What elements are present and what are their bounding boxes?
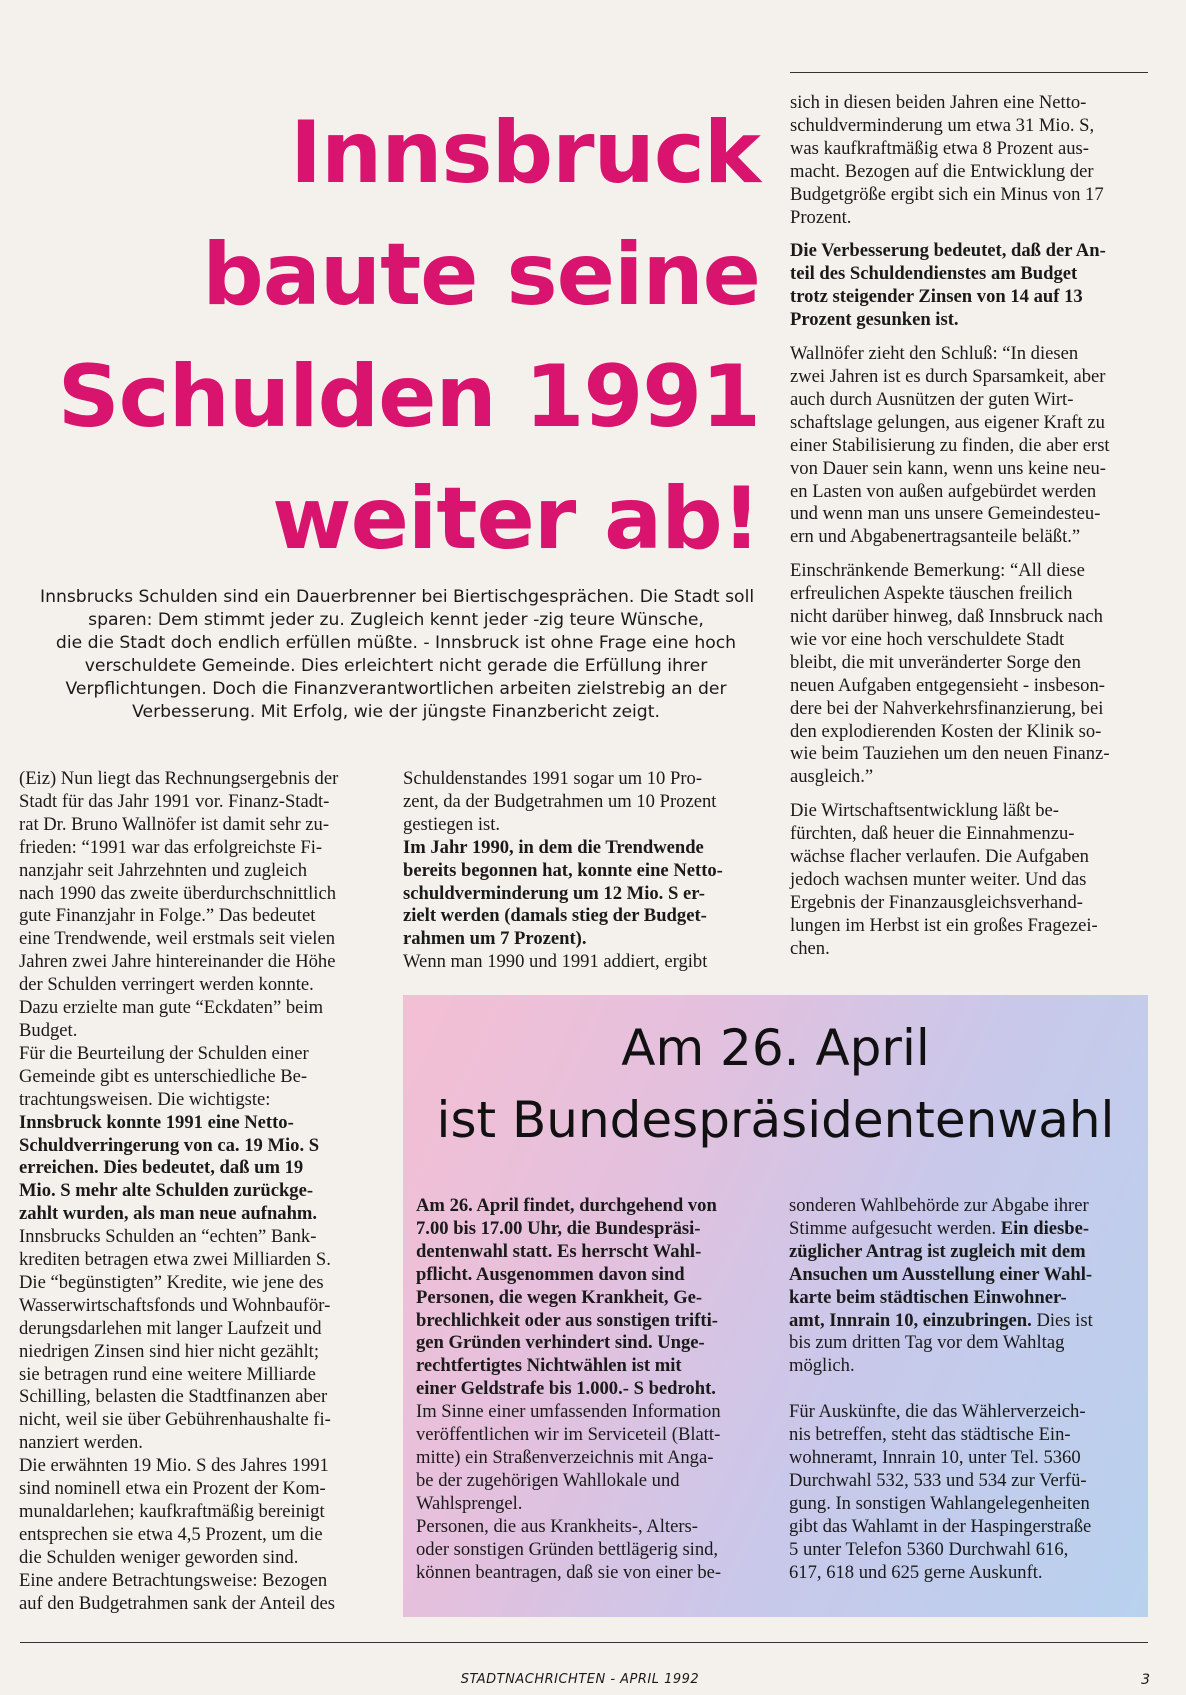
election-box-title xyxy=(403,1012,1148,1156)
text-line: lungen im Herbst ist ein großes Fragezei- xyxy=(790,914,1098,936)
text-line: Im Sinne einer umfassenden Information xyxy=(416,1401,721,1423)
text-line: schuldverminderung um 12 Mio. S er- xyxy=(403,882,705,904)
text-line: macht. Bezogen auf die Entwicklung der xyxy=(790,160,1094,182)
lead-paragraph xyxy=(40,586,755,724)
text-line: erreichen. Dies bedeutet, daß um 19 xyxy=(19,1157,304,1179)
bold-run: amt, Innrain 10, einzubringen. xyxy=(789,1309,1032,1331)
text-line: sie betragen rund eine weitere Milliarde xyxy=(19,1363,316,1385)
bold-paragraph xyxy=(403,837,763,952)
text-line: Budgetgröße ergibt sich ein Minus von 17 xyxy=(790,183,1104,205)
text-line: Die erwähnten 19 Mio. S des Jahres 1991 xyxy=(19,1455,329,1477)
paragraph xyxy=(19,1043,379,1112)
paragraph xyxy=(403,951,763,974)
text-line: nicht, weil sie über Gebührenhaushalte fi- xyxy=(19,1409,331,1431)
text-line: karte beim städtischen Einwohner- xyxy=(789,1286,1067,1308)
headline-line: baute seine xyxy=(202,225,760,325)
text-line: brechlichkeit oder aus sonstigen trifti- xyxy=(416,1309,718,1331)
lead-line: die die Stadt doch endlich erfüllen müßte. - Innsbruck ist ohne Frage eine hoch xyxy=(55,633,737,653)
text-line: erfreulichen Aspekte täuschen freilich xyxy=(790,583,1073,605)
text-line: zahlt wurden, als man neue aufnahm. xyxy=(19,1203,318,1225)
bottom-rule xyxy=(20,1642,1148,1643)
text-line: bis zum dritten Tag vor dem Wahltag xyxy=(789,1332,1065,1354)
article-column-1 xyxy=(19,768,379,1616)
text-line: nis betreffen, steht das städtische Ein- xyxy=(789,1424,1071,1446)
text-line: Mio. S mehr alte Schulden zurückge- xyxy=(19,1180,314,1202)
election-box-column-right xyxy=(789,1195,1144,1585)
text-line: Jahren zwei Jahre hintereinander die Höhe xyxy=(19,951,336,973)
text-run: Stimme aufgesucht werden. xyxy=(789,1217,997,1239)
paragraph xyxy=(19,1455,379,1570)
box-title-line: Am 26. April xyxy=(621,1019,930,1077)
text-line: veröffentlichen wir im Serviceteil (Blatt- xyxy=(416,1424,721,1446)
text-line: sind nominell etwa ein Prozent der Kom- xyxy=(19,1478,326,1500)
paragraph-gap xyxy=(790,549,1150,560)
text-line: Gemeinde gibt es unterschiedliche Be- xyxy=(19,1065,308,1087)
text-line: Wasserwirtschaftsfonds und Wohnbauför- xyxy=(19,1294,331,1316)
text-line: ausgleich.” xyxy=(790,766,874,788)
election-box-column-left xyxy=(416,1195,776,1584)
text-line: frieden: “1991 war das erfolgreichste Fi- xyxy=(19,836,323,858)
text-line: gibt das Wahlamt in der Haspingerstraße xyxy=(789,1515,1092,1537)
paragraph xyxy=(789,1401,1144,1584)
text-line: Eine andere Betrachtungsweise: Bezogen xyxy=(19,1569,328,1591)
text-line: schaftslage gelungen, aus eigener Kraft zu xyxy=(790,411,1105,433)
text-line: Schuldverringerung von ca. 19 Mio. S xyxy=(19,1134,320,1156)
text-line: Einschränkende Bemerkung: “All diese xyxy=(790,560,1085,582)
paragraph xyxy=(789,1195,1144,1378)
paragraph xyxy=(19,1570,379,1616)
headline xyxy=(30,92,760,580)
text-line: chen. xyxy=(790,937,830,959)
text-line: fürchten, daß heuer die Einnahmenzu- xyxy=(790,823,1075,845)
text-line: nanziert werden. xyxy=(19,1432,143,1454)
text-line: 7.00 bis 17.00 Uhr, die Bundespräsi- xyxy=(416,1217,701,1239)
text-line: teil des Schuldendienstes am Budget xyxy=(790,263,1078,285)
text-line: auf den Budgetrahmen sank der Anteil des xyxy=(19,1592,336,1614)
paragraph-gap xyxy=(790,332,1150,343)
text-line: Personen, die aus Krankheits-, Alters- xyxy=(416,1515,698,1537)
text-line: Innsbruck konnte 1991 eine Netto- xyxy=(19,1111,294,1133)
text-line: jedoch wachsen munter weiter. Und das xyxy=(790,869,1087,890)
footer-publication: STADTNACHRICHTEN - APRIL 1992 xyxy=(460,1672,700,1687)
text-line: Durchwahl 532, 533 und 534 zur Verfü- xyxy=(789,1469,1087,1491)
text-line: nanzjahr seit Jahrzehnten und zugleich xyxy=(19,859,308,881)
text-line: können beantragen, daß sie von einer be- xyxy=(416,1561,722,1583)
text-line: zent, da der Budgetrahmen um 10 Prozent xyxy=(403,790,717,812)
text-line: wie vor eine hoch verschuldete Stadt xyxy=(790,628,1065,650)
text-line: Ergebnis der Finanzausgleichsverhand- xyxy=(790,891,1083,913)
text-line: Am 26. April findet, durchgehend von xyxy=(416,1195,717,1216)
text-line: züglicher Antrag ist zugleich mit dem xyxy=(789,1240,1086,1262)
text-run: Dies ist xyxy=(1036,1309,1093,1331)
text-line: munaldarlehen; kaufkraftmäßig bereinigt xyxy=(19,1501,325,1522)
text-line: den explodierenden Kosten der Klinik so- xyxy=(790,720,1102,742)
article-column-2 xyxy=(403,768,763,974)
text-line: Prozent. xyxy=(790,206,852,228)
text-line: Innsbrucks Schulden an “echten” Bank- xyxy=(19,1226,317,1248)
text-line: dentenwahl statt. Es herrscht Wahl- xyxy=(416,1240,702,1262)
text-line: gen Gründen verhindert sind. Unge- xyxy=(416,1332,705,1354)
text-line: Im Jahr 1990, in dem die Trendwende xyxy=(403,836,704,858)
text-line: zwei Jahren ist es durch Sparsamkeit, aber xyxy=(790,365,1106,387)
paragraph xyxy=(790,560,1150,789)
bold-paragraph xyxy=(790,240,1150,332)
text-line: eine Trendwende, weil erstmals seit vielen xyxy=(19,928,336,950)
lead-line: Innsbrucks Schulden sind ein Dauerbrenner bei Biertischgesprächen. Die Stadt soll xyxy=(40,587,755,607)
text-line: neuen Aufgaben entgegensieht - insbeson- xyxy=(790,674,1105,696)
text-line: Wallnöfer zieht den Schluß: “In diesen xyxy=(790,343,1079,365)
article-column-3 xyxy=(790,92,1150,961)
text-line: möglich. xyxy=(789,1355,855,1377)
text-line: Schilling, belasten die Stadtfinanzen aber xyxy=(19,1386,328,1408)
bold-paragraph xyxy=(416,1195,776,1401)
text-line: 617, 618 und 625 gerne Auskunft. xyxy=(789,1561,1043,1583)
text-line: die Schulden weniger geworden sind. xyxy=(19,1546,299,1568)
text-line: wohneramt, Innrain 10, unter Tel. 5360 xyxy=(789,1447,1081,1469)
lead-line: Verbesserung. Mit Erfolg, wie der jüngste Finanzbericht zeigt. xyxy=(132,702,660,722)
lead-line: Verpflichtungen. Doch die Finanzverantwortlichen arbeiten zielstrebig an der xyxy=(65,679,727,699)
text-line: rat Dr. Bruno Wallnöfer ist damit sehr zu- xyxy=(19,813,330,835)
text-line: schuldverminderung um etwa 31 Mio. S, xyxy=(790,114,1095,136)
text-line: pflicht. Ausgenommen davon sind xyxy=(416,1263,685,1285)
text-line: trachtungsweisen. Die wichtigste: xyxy=(19,1088,271,1110)
text-line: derungsdarlehen mit langer Laufzeit und xyxy=(19,1317,322,1339)
paragraph-gap xyxy=(790,789,1150,800)
text-line: mitte) ein Straßenverzeichnis mit Anga- xyxy=(416,1446,714,1468)
text-line: sich in diesen beiden Jahren eine Netto- xyxy=(790,92,1087,113)
text-line: en Lasten von außen aufgebürdet werden xyxy=(790,480,1097,502)
bold-paragraph xyxy=(19,1112,379,1227)
text-line: rechtfertigtes Nichtwählen ist mit xyxy=(416,1355,682,1377)
paragraph xyxy=(790,92,1150,229)
text-line: Wahlsprengel. xyxy=(416,1492,523,1514)
paragraph xyxy=(416,1401,776,1516)
text-line: Personen, die wegen Krankheit, Ge- xyxy=(416,1286,703,1308)
text-line: bleibt, die mit unveränderter Sorge den xyxy=(790,651,1081,673)
paragraph xyxy=(403,768,763,837)
text-line: oder sonstigen Gründen bettlägerig sind, xyxy=(416,1538,719,1560)
text-line: wie beim Tauziehen um den neuen Finanz- xyxy=(790,743,1110,765)
text-line: krediten betragen etwa zwei Milliarden S. xyxy=(19,1249,331,1271)
text-line: Die Verbesserung bedeutet, daß der An- xyxy=(790,240,1106,262)
text-line: Stadt für das Jahr 1991 vor. Finanz-Stadt- xyxy=(19,790,330,812)
text-line: be der zugehörigen Wahllokale und xyxy=(416,1469,680,1491)
text-line: bereits begonnen hat, konnte eine Netto- xyxy=(403,859,723,881)
text-line: nach 1990 das zweite überdurchschnittlich xyxy=(19,882,337,904)
text-line: einer Geldstrafe bis 1.000.- S bedroht. xyxy=(416,1378,716,1400)
lead-line: sparen: Dem stimmt jeder zu. Zugleich kennt jeder -zig teure Wünsche, xyxy=(88,610,704,630)
lead-line: verschuldete Gemeinde. Dies erleichtert nicht gerade die Erfüllung ihrer xyxy=(84,656,708,676)
paragraph-gap xyxy=(790,229,1150,240)
text-line: Wenn man 1990 und 1991 addiert, ergibt xyxy=(403,951,708,973)
paragraph xyxy=(19,768,379,1043)
text-line: auch durch Ausnützen der guten Wirt- xyxy=(790,388,1074,410)
text-line: Budget. xyxy=(19,1019,78,1041)
paragraph xyxy=(790,343,1150,549)
text-line: entsprechen sie etwa 4,5 Prozent, um die xyxy=(19,1523,323,1545)
text-line: niedrigen Zinsen sind hier nicht gezählt; xyxy=(19,1340,319,1362)
text-line: Dazu erzielte man gute “Eckdaten” beim xyxy=(19,997,324,1019)
text-line: gute Finanzjahr in Folge.” Das bedeutet xyxy=(19,905,316,927)
text-line: gestiegen ist. xyxy=(403,813,501,835)
text-line: Die “begünstigten” Kredite, wie jene des xyxy=(19,1271,324,1293)
paragraph xyxy=(790,800,1150,960)
text-line: trotz steigender Zinsen von 14 auf 13 xyxy=(790,286,1083,308)
text-line: Prozent gesunken ist. xyxy=(790,309,959,331)
text-line: einer Stabilisierung zu finden, die aber erst xyxy=(790,434,1110,456)
text-line: der Schulden verringert werden konnte. xyxy=(19,974,314,996)
text-line: von Dauer sein kann, wenn uns keine neu- xyxy=(790,457,1107,479)
text-line: 5 unter Telefon 5360 Durchwahl 616, xyxy=(789,1538,1069,1560)
text-line xyxy=(789,1310,1144,1333)
text-line: Für Auskünfte, die das Wählerverzeich- xyxy=(789,1401,1086,1423)
text-line: ern und Abgabenertragsanteile beläßt.” xyxy=(790,526,1081,548)
paragraph xyxy=(19,1226,379,1455)
bold-run: Ein diesbe- xyxy=(1000,1217,1090,1239)
page-number: 3 xyxy=(1141,1672,1150,1688)
text-line: dere bei der Nahverkehrsfinanzierung, bei xyxy=(790,697,1104,719)
headline-line: Schulden 1991 xyxy=(57,347,760,447)
box-title-line: ist Bundespräsidentenwahl xyxy=(436,1091,1115,1149)
text-line: Für die Beurteilung der Schulden einer xyxy=(19,1042,309,1064)
top-rule xyxy=(790,72,1148,73)
paragraph xyxy=(416,1516,776,1585)
text-line: Schuldenstandes 1991 sogar um 10 Pro- xyxy=(403,768,703,789)
text-line: rahmen um 7 Prozent). xyxy=(403,928,587,950)
headline-line: Innsbruck xyxy=(289,103,760,203)
text-line: Die Wirtschaftsentwicklung läßt be- xyxy=(790,800,1059,822)
headline-line: weiter ab! xyxy=(272,469,760,569)
paragraph-gap xyxy=(789,1378,1144,1401)
text-line: Ansuchen um Ausstellung einer Wahl- xyxy=(789,1263,1093,1285)
text-line: wächse flacher verlaufen. Die Aufgaben xyxy=(790,846,1089,868)
text-line: was kaufkraftmäßig etwa 8 Prozent aus- xyxy=(790,137,1089,159)
text-line: nicht darüber hinweg, daß Innsbruck nach xyxy=(790,606,1103,628)
text-line: (Eiz) Nun liegt das Rechnungsergebnis der xyxy=(19,768,339,789)
text-line: zielt werden (damals stieg der Budget- xyxy=(403,905,707,927)
text-line: sonderen Wahlbehörde zur Abgabe ihrer xyxy=(789,1195,1089,1216)
text-line: und wenn man uns unsere Gemeindesteu- xyxy=(790,503,1101,525)
text-line xyxy=(789,1218,1144,1241)
text-line: gung. In sonstigen Wahlangelegenheiten xyxy=(789,1492,1090,1514)
